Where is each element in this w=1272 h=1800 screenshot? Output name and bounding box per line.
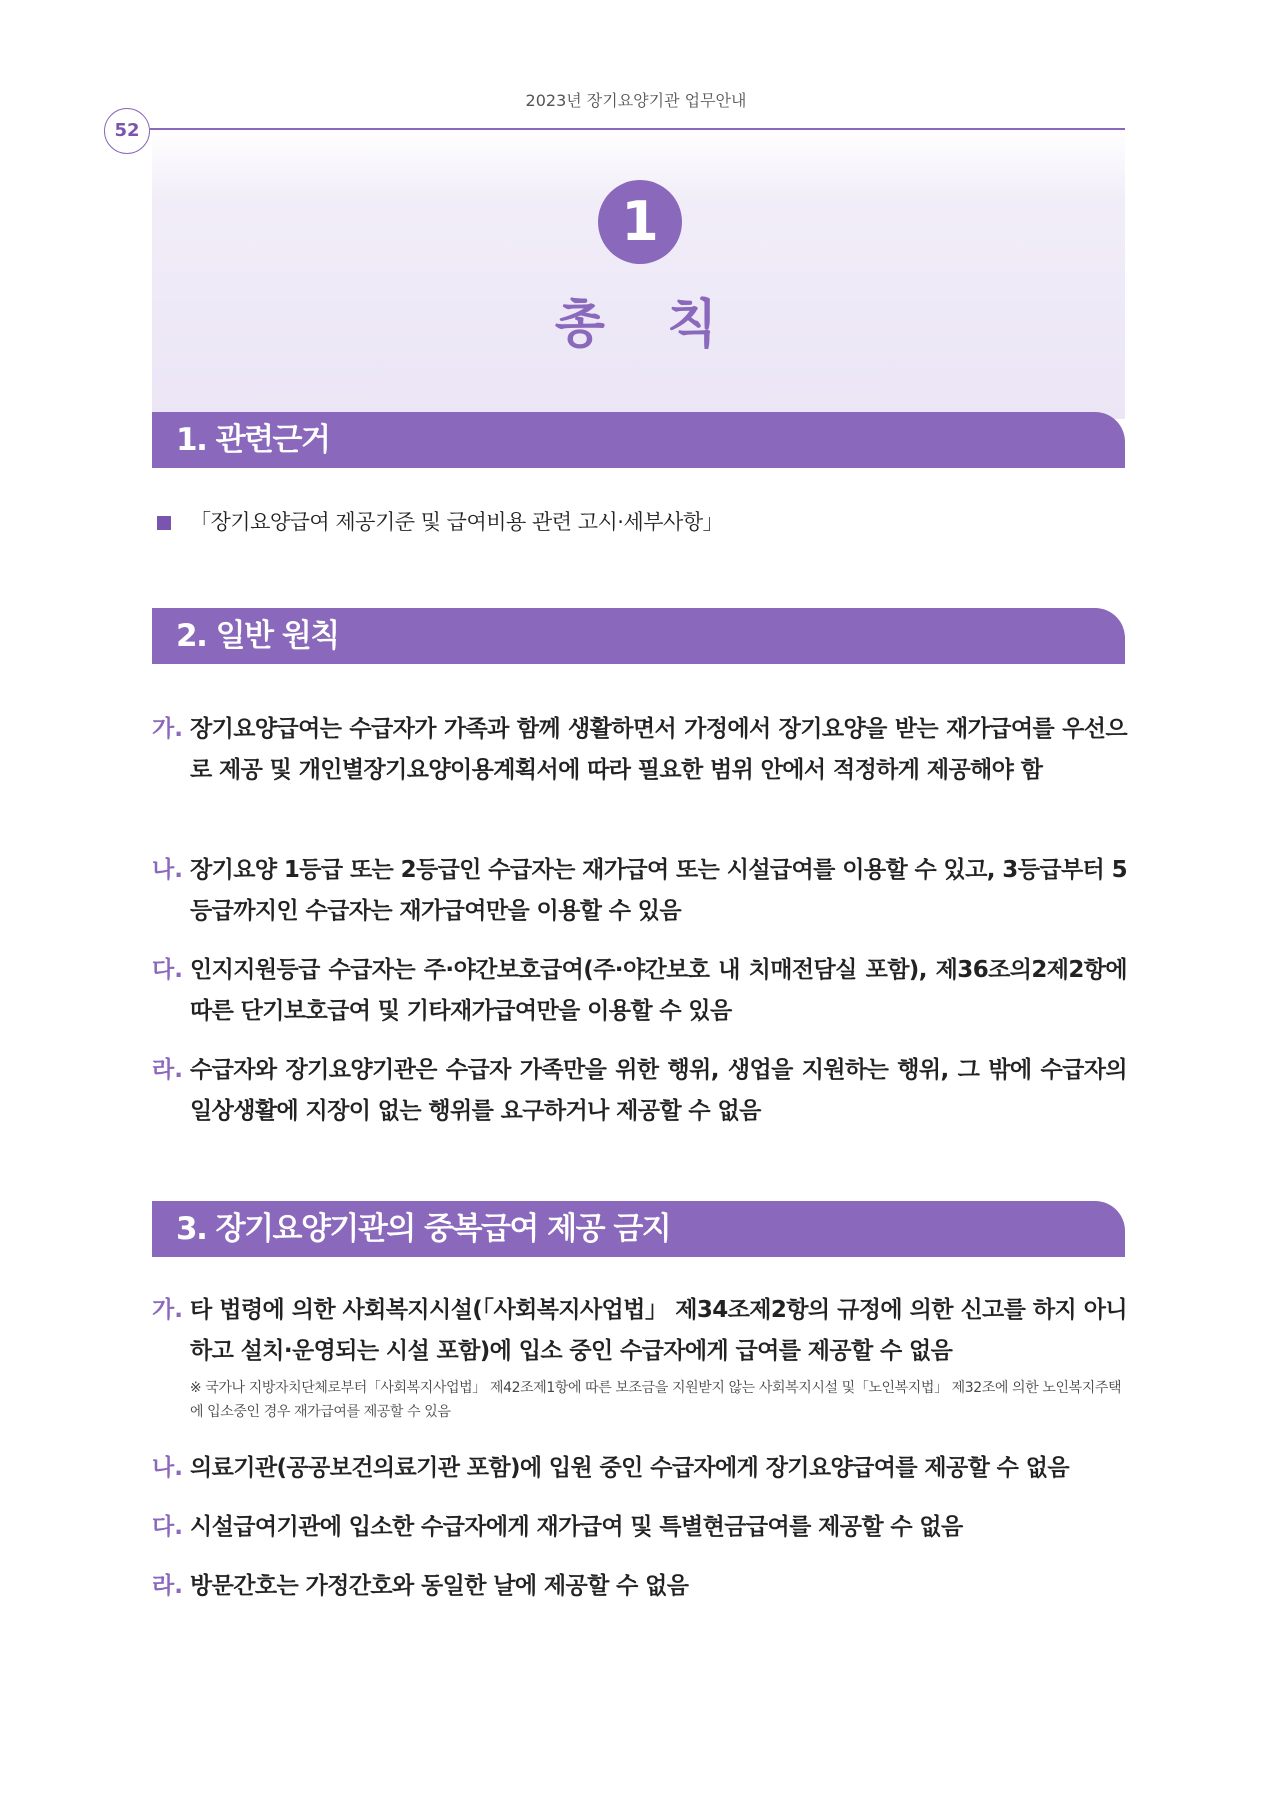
legal-basis-text: 「장기요양급여 제공기준 및 급여비용 관련 고시·세부사항」 bbox=[190, 510, 724, 534]
list-item bbox=[152, 1050, 1127, 1132]
header-rule bbox=[150, 128, 1125, 130]
section-heading-1: 1. 관련근거 bbox=[152, 412, 1125, 468]
item-text: 의료기관(공공보건의료기관 포함)에 입원 중인 수급자에게 장기요양급여를 제공할 수 없음 bbox=[190, 1455, 1069, 1481]
section-heading-3: 3. 장기요양기관의 중복급여 제공 금지 bbox=[152, 1201, 1125, 1257]
list-item bbox=[152, 1507, 1127, 1548]
item-marker: 다. bbox=[152, 957, 183, 983]
list-item bbox=[152, 1448, 1127, 1489]
item-text: 장기요양급여는 수급자가 가족과 함께 생활하면서 가정에서 장기요양을 받는 재가급여를 우선으로 제공 및 개인별장기요양이용계획서에 따라 필요한 범위 안에서 적정하게 제공해야 함 bbox=[190, 716, 1127, 783]
chapter-panel bbox=[152, 129, 1125, 419]
list-item bbox=[152, 709, 1127, 791]
item-marker: 나. bbox=[152, 857, 183, 883]
item-text: 타 법령에 의한 사회복지시설(「사회복지사업법」 제34조제2항의 규정에 의한 신고를 하지 아니하고 설치·운영되는 시설 포함)에 입소 중인 수급자에게 급여를 제공할 수 없음 bbox=[190, 1297, 1127, 1364]
item-text: 시설급여기관에 입소한 수급자에게 재가급여 및 특별현금급여를 제공할 수 없음 bbox=[190, 1514, 963, 1540]
list-item bbox=[152, 950, 1127, 1032]
list-item bbox=[152, 1290, 1127, 1424]
item-text: 인지지원등급 수급자는 주·야간보호급여(주·야간보호 내 치매전담실 포함), 제36조의2제2항에 따른 단기보호급여 및 기타재가급여만을 이용할 수 있음 bbox=[190, 957, 1127, 1024]
chapter-title: 총 칙 bbox=[554, 295, 740, 355]
list-item bbox=[152, 850, 1127, 932]
section-heading-2: 2. 일반 원칙 bbox=[152, 608, 1125, 664]
item-marker: 가. bbox=[152, 1297, 183, 1323]
item-text: 수급자와 장기요양기관은 수급자 가족만을 위한 행위, 생업을 지원하는 행위, 그 밖에 수급자의 일상생활에 지장이 없는 행위를 요구하거나 제공할 수 없음 bbox=[190, 1057, 1127, 1124]
item-marker: 가. bbox=[152, 716, 183, 742]
item-marker: 라. bbox=[152, 1057, 183, 1083]
list-item bbox=[152, 1566, 1127, 1607]
footnote-text: ※ 국가나 지방자치단체로부터「사회복지사업법」 제42조제1항에 따른 보조금을 지원받지 않는 사회복지시설 및「노인복지법」 제32조에 의한 노인복지주택에 입소중인 경우 재가급여를 제공할 수 있음 bbox=[189, 1380, 1122, 1420]
page-number: 52 bbox=[104, 108, 150, 154]
item-text: 방문간호는 가정간호와 동일한 날에 제공할 수 없음 bbox=[190, 1573, 689, 1599]
item-text: 장기요양 1등급 또는 2등급인 수급자는 재가급여 또는 시설급여를 이용할 수 있고, 3등급부터 5등급까지인 수급자는 재가급여만을 이용할 수 있음 bbox=[190, 857, 1127, 924]
item-marker: 라. bbox=[152, 1573, 183, 1599]
item-marker: 나. bbox=[152, 1455, 183, 1481]
running-header: 2023년 장기요양기관 업무안내 bbox=[525, 91, 747, 110]
item-marker: 다. bbox=[152, 1514, 183, 1540]
chapter-number: 1 bbox=[598, 180, 682, 264]
square-bullet-icon bbox=[157, 516, 171, 530]
